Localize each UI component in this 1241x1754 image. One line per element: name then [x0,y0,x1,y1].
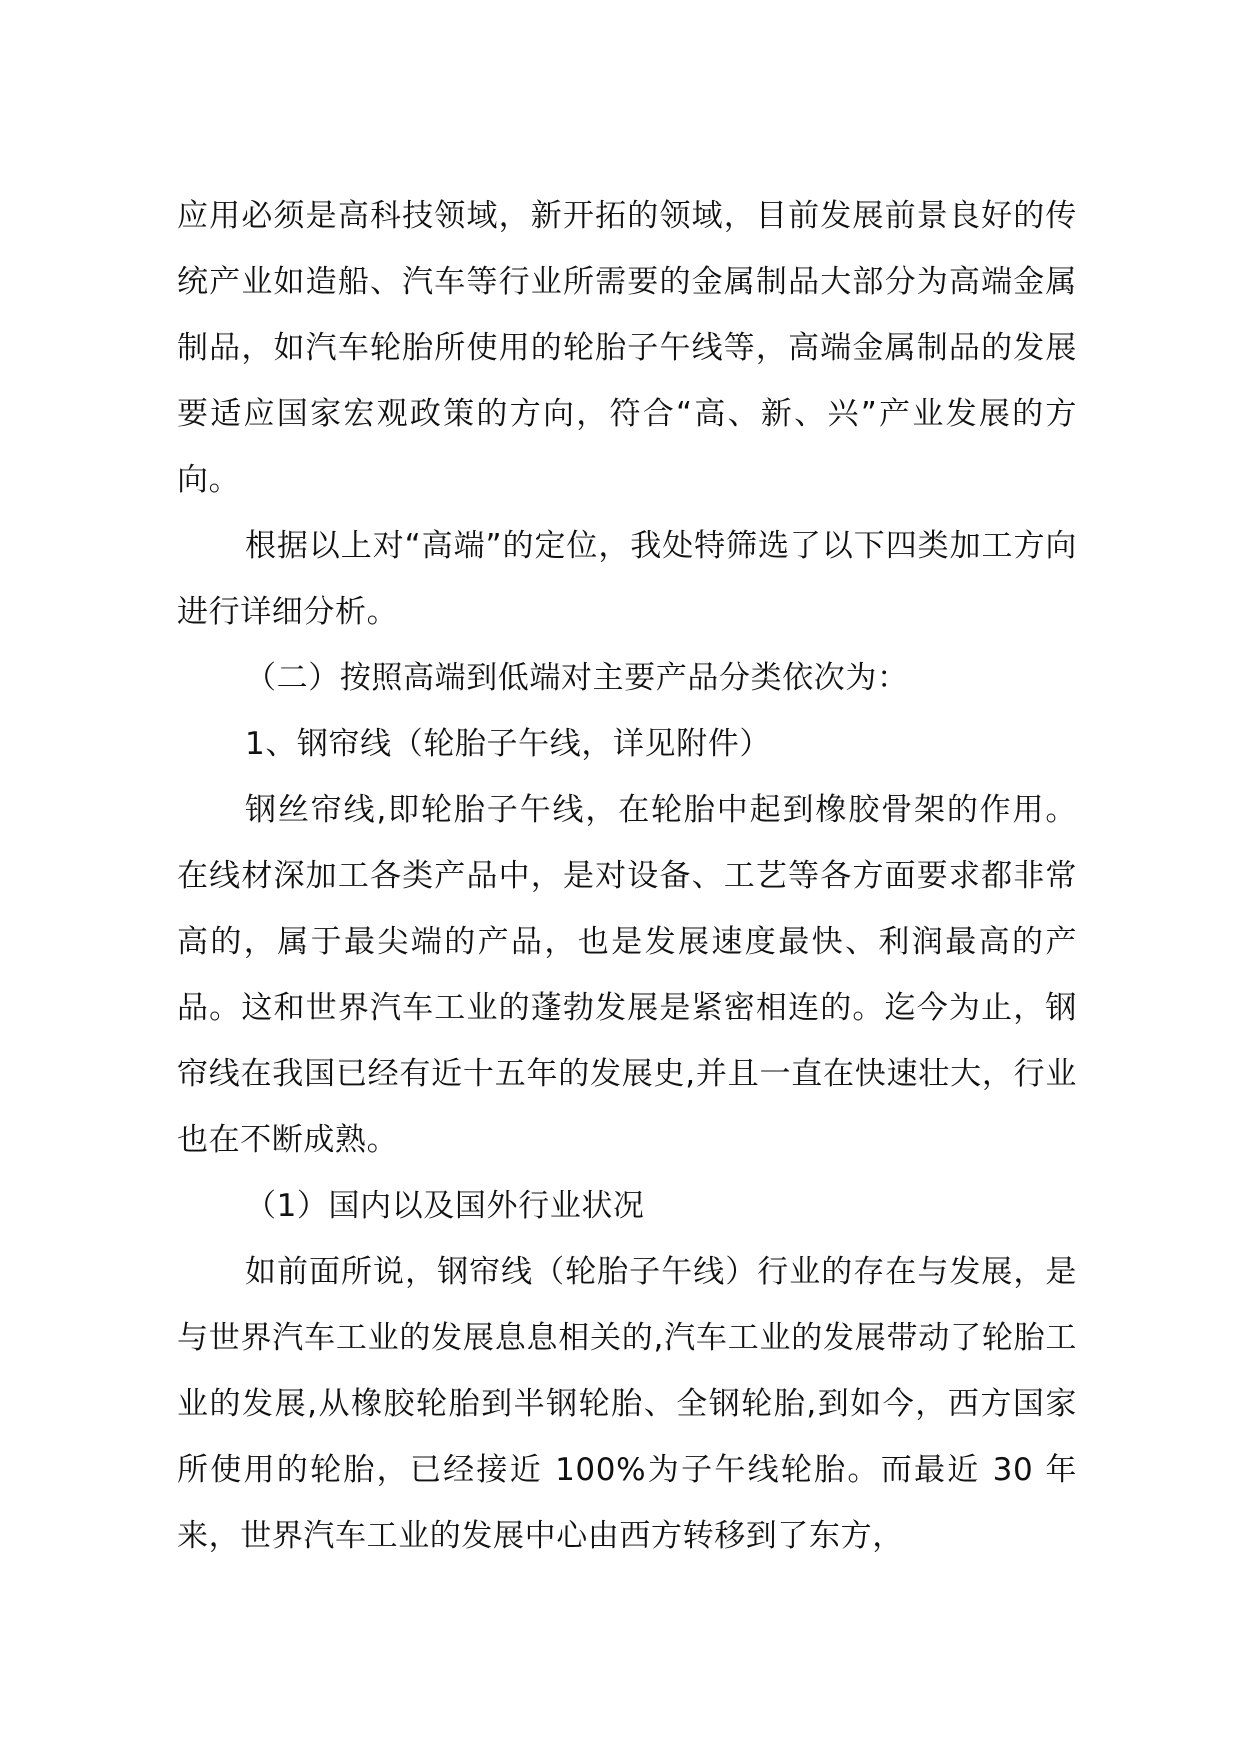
paragraph-industry-development: 如前面所说，钢帘线（轮胎子午线）行业的存在与发展，是与世界汽车工业的发展息息相关的,汽车工业的发展带动了轮胎工业的发展,从橡胶轮胎到半钢轮胎、全钢轮胎,到如今，西方国家所使用的轮胎，已经接近 100%为子午线轮胎。而最近 30 年来，世界汽车工业的发展中心由西方转移到了东方， [177,1254,1077,1554]
subheading-industry-status: （1）国内以及国外行业状况 [245,1188,645,1224]
paragraph-high-tech-application: 应用必须是高科技领域，新开拓的领域，目前发展前景良好的传统产业如造船、汽车等行业所需要的金属制品大部分为高端金属制品，如汽车轮胎所使用的轮胎子午线等，高端金属制品的发展要适应国家宏观政策的方向，符合“高、新、兴”产业发展的方向。 [177,198,1077,498]
paragraph-high-end-positioning: 根据以上对“高端”的定位，我处特筛选了以下四类加工方向进行详细分析。 [177,528,1077,630]
subheading-steel-cord: 1、钢帘线（轮胎子午线，详见附件） [245,726,771,762]
paragraph-steel-cord-description: 钢丝帘线,即轮胎子午线，在轮胎中起到橡胶骨架的作用。在线材深加工各类产品中，是对设备、工艺等各方面要求都非常高的，属于最尖端的产品，也是发展速度最快、利润最高的产品。这和世界汽车工业的蓬勃发展是紧密相连的。迄今为止，钢帘线在我国已经有近十五年的发展史,并且一直在快速壮大，行业也在不断成熟。 [177,792,1077,1158]
section-heading-product-classification: （二）按照高端到低端对主要产品分类依次为： [245,660,909,696]
document-body [177,183,1077,1569]
